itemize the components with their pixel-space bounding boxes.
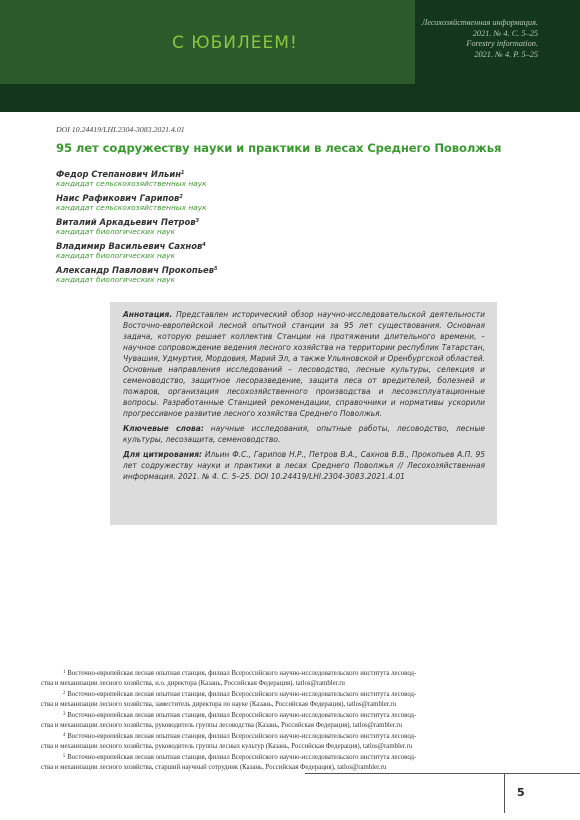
author	[56, 264, 217, 284]
author-list	[56, 168, 217, 288]
journal-ru-ref: 2021. № 4. С. 5–25	[472, 28, 538, 38]
abstract-paragraph: Аннотация. Представлен исторический обзор научно-исследовательской деятельности Восточно-европейской лесной опытной станции за 95 лет существования. Основная задача, которую решает коллектив Станции на протяжении длительного времени, – научное сопровождение ведения лесного хозяйства на территории республик Татарстан, Чувашия, Удмуртия, Мордовия, Марий Эл, а также Ульяновской и Оренбургской областей. Основные направления исследований – лесоводство, лесные культуры, селекция и семеноводство, защитное лесоразведение, защита леса от вредителей, болезней и пожаров, организация лесохозяйственного производства и лесоэксплуатационные вопросы. Разработанные Станцией рекомендации, справочники и нормативы ускорили прогрессивное развитие лесного хозяйства Среднего Поволжья.	[123, 310, 485, 418]
page-number-divider	[504, 773, 505, 813]
doi: DOI 10.24419/LHI.2304-3083.2021.4.01	[56, 125, 185, 134]
author	[56, 240, 217, 260]
journal-en: Forestry information.	[466, 39, 538, 48]
journal-header	[0, 0, 580, 112]
journal-ru: Лесохозяйственная информация.	[421, 18, 538, 27]
footnotes	[41, 668, 508, 773]
author-degree: кандидат сельскохозяйственных наук	[56, 203, 207, 212]
author	[56, 192, 217, 212]
footnote: $^1$ Восточно-европейская лесная опытная станция, филиал Всероссийского научно-исследовательского института лесовод- ства и механизации лесного хозяйства, и.о. директора (Казань, Российская Федерация), tatlos@rambler.ru	[41, 670, 417, 687]
author-name: Александр Павлович Прокопьев$^5$	[56, 265, 218, 275]
footnote: $^2$ Восточно-европейская лесная опытная станция, филиал Всероссийского научно-исследовательского института лесовод- ства и механизации лесного хозяйства, заместитель директора по науке (Казань, Российская Федерация), tatlos@rambler.ru	[41, 691, 417, 708]
article-title: 95 лет содружеству науки и практики в лесах Среднего Поволжья	[56, 141, 502, 155]
journal-reference	[338, 18, 538, 60]
author	[56, 216, 217, 236]
author-degree: кандидат биологических наук	[56, 275, 176, 284]
banner-title: С ЮБИЛЕЕМ!	[172, 33, 298, 53]
keywords: Ключевые слова: научные исследования, опытные работы, лесоводство, лесные культуры, лесозащита, семеноводство.	[123, 424, 485, 444]
author-name: Наис Рафикович Гарипов$^2$	[56, 193, 183, 203]
citation: Для цитирования: Ильин Ф.С., Гарипов Н.Р., Петров В.А., Сахнов В.В., Прокопьев А.П. 95 лет содружеству науки и практики в лесах Среднего Поволжья // Лесохозяйственная информация. 2021. № 4. С. 5–25. DOI 10.24419/LHI.2304-3083.2021.4.01	[123, 450, 485, 481]
author-name: Федор Степанович Ильин$^1$	[56, 169, 185, 179]
journal-en-ref: 2021. № 4. P. 5–25	[474, 49, 538, 59]
author-degree: кандидат биологических наук	[56, 251, 176, 260]
author-name: Владимир Васильевич Сахнов$^4$	[56, 241, 206, 251]
author-degree: кандидат биологических наук	[56, 227, 176, 236]
footnote: $^4$ Восточно-европейская лесная опытная станция, филиал Всероссийского научно-исследовательского института лесовод- ства и механизации лесного хозяйства, руководитель группы лесных культур (Казань, Российская Федерация), tatlos@rambler.ru	[41, 733, 417, 750]
footer-rule	[305, 773, 580, 774]
footnote: $^5$ Восточно-европейская лесная опытная станция, филиал Всероссийского научно-исследовательского института лесовод- ства и механизации лесного хозяйства, старший научный сотрудник (Казань, Российская Федерация), tatlos@rambler.ru	[41, 754, 417, 771]
page-number: 5	[517, 786, 525, 799]
author-degree: кандидат сельскохозяйственных наук	[56, 179, 207, 188]
abstract	[123, 309, 485, 486]
author	[56, 168, 217, 188]
author-name: Виталий Аркадьевич Петров$^3$	[56, 217, 200, 227]
footnote: $^3$ Восточно-европейская лесная опытная станция, филиал Всероссийского научно-исследовательского института лесовод- ства и механизации лесного хозяйства, руководитель группы лесоводства (Казань, Российская Федерация), tatlos@rambler.ru	[41, 712, 417, 729]
